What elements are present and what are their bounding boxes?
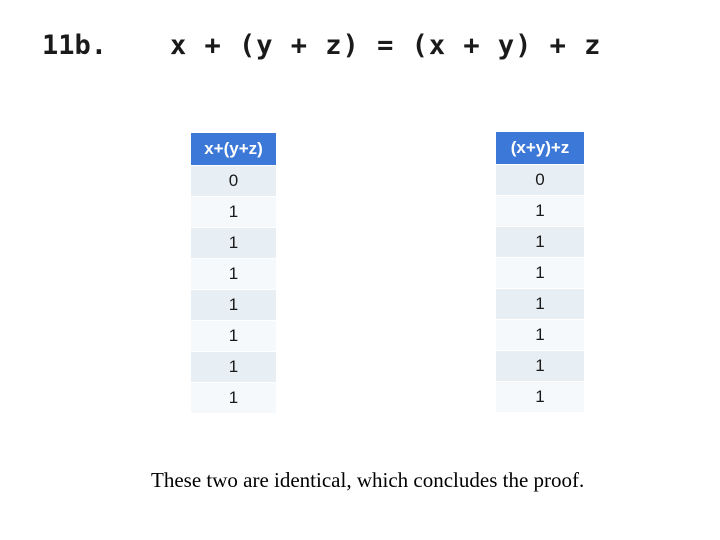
- table-cell: 1: [496, 196, 584, 227]
- table-row: [191, 383, 276, 414]
- table-cell: 1: [191, 228, 276, 259]
- table-row: [496, 165, 584, 196]
- table-cell: 1: [191, 352, 276, 383]
- table-row: [191, 228, 276, 259]
- table-cell: 1: [496, 351, 584, 382]
- table-row: [191, 259, 276, 290]
- truth-table-left: [191, 133, 276, 414]
- table-header: x+(y+z): [191, 133, 276, 166]
- table-cell: 1: [191, 197, 276, 228]
- problem-equation: x + (y + z) = (x + y) + z: [170, 30, 602, 61]
- table-row: [191, 166, 276, 197]
- table-row: [496, 196, 584, 227]
- conclusion-text: These two are identical, which concludes the proof.: [151, 468, 585, 492]
- table-cell: 1: [191, 259, 276, 290]
- table-row: [191, 321, 276, 352]
- table-cell: 1: [191, 321, 276, 352]
- table-row: [496, 351, 584, 382]
- table-row: [191, 290, 276, 321]
- table-cell: 1: [191, 290, 276, 321]
- table-cell: 1: [496, 227, 584, 258]
- table-cell: 1: [496, 382, 584, 413]
- table-row: [191, 352, 276, 383]
- table-cell: 1: [191, 383, 276, 414]
- table-cell: 1: [496, 320, 584, 351]
- table-row: [496, 320, 584, 351]
- problem-label: 11b.: [42, 30, 108, 61]
- table-cell: 0: [191, 166, 276, 197]
- truth-table-right: [496, 132, 584, 413]
- table-row: [496, 227, 584, 258]
- table-cell: 0: [496, 165, 584, 196]
- table-row: [496, 382, 584, 413]
- table-header: (x+y)+z: [496, 132, 584, 165]
- table-cell: 1: [496, 289, 584, 320]
- table-row: [191, 197, 276, 228]
- table-row: [496, 289, 584, 320]
- table-cell: 1: [496, 258, 584, 289]
- table-row: [496, 258, 584, 289]
